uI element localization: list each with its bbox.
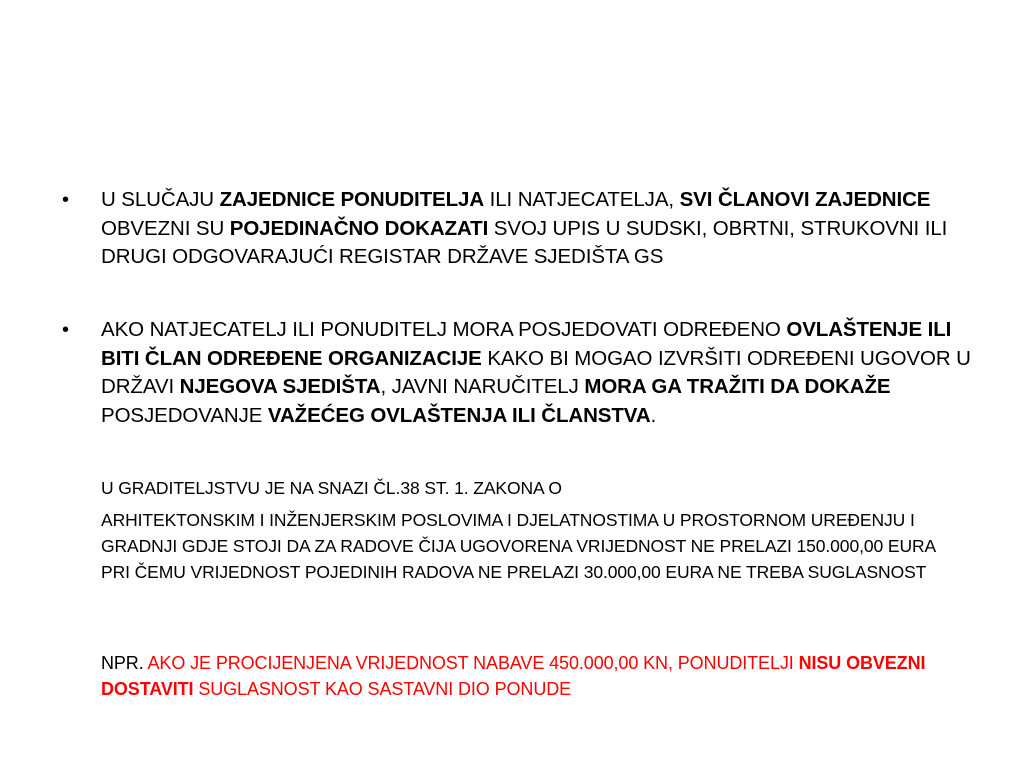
text-run: AKO NATJECATELJ ILI PONUDITELJ MORA POSJEDOVATI ODREĐENO — [101, 318, 787, 341]
bullet-marker-2: • — [62, 319, 70, 341]
text-run: ILI NATJECATELJA, — [484, 188, 680, 211]
text-run: , JAVNI NARUČITELJ — [380, 375, 585, 398]
bold-run: ZAJEDNICE PONUDITELJA — [219, 188, 485, 211]
red-text-run: SUGLASNOST KAO SASTAVNI DIO PONUDE — [193, 679, 572, 699]
bold-run: SVI ČLANOVI ZAJEDNICE — [679, 188, 931, 211]
bold-run: POJEDINAČNO DOKAZATI — [229, 216, 489, 240]
bold-run: OVLAŠTENJE ILI BITI ČLAN ODREĐENE ORGANIZACIJE — [101, 318, 952, 370]
bullet-marker-1: • — [62, 189, 70, 211]
bullet-paragraph-1 — [101, 186, 981, 272]
sub-paragraph-details: ARHITEKTONSKIM I INŽENJERSKIM POSLOVIMA I DJELATNOSTIMA U PROSTORNOM UREĐENJU I GRADNJI GDJE STOJI DA ZA RADOVE ČIJA UGOVORENA VRIJEDNOST NE PRELAZI 150.000,00 EURA PRI ČEMU VRIJEDNOST POJEDINIH RADOVA NE PRELAZI 30.000,00 EURA NE TREBA SUGLASNOST — [101, 510, 936, 582]
text-run: POSJEDOVANJE — [101, 403, 268, 427]
text-run: U SLUČAJU — [101, 188, 220, 211]
sub-paragraph-law: U GRADITELJSTVU JE NA SNAZI ČL.38 ST. 1. ZAKONA O — [101, 478, 562, 498]
text-run: . — [650, 403, 657, 427]
sub-paragraph-example — [101, 650, 941, 702]
bold-run: NJEGOVA SJEDIŠTA — [179, 375, 381, 398]
text-run: SVOJ UPIS U SUDSKI, OBRTNI, STRUKOVNI ILI DRUGI ODGOVARAJUĆI REGISTAR DRŽAVE SJEDIŠTA GS — [101, 216, 948, 268]
red-text-run: AKO JE PROCIJENJENA VRIJEDNOST NABAVE 450.000,00 KN, PONUDITELJI — [147, 653, 799, 673]
bullet-paragraph-2 — [101, 316, 981, 430]
bold-run: MORA GA TRAŽITI DA DOKAŽE — [584, 375, 891, 398]
text-run: OBVEZNI SU — [101, 216, 230, 240]
text-run: KAKO BI MOGAO IZVRŠITI ODREĐENI UGOVOR U DRŽAVI — [101, 346, 971, 398]
red-bold-run: NISU OBVEZNI DOSTAVITI — [101, 653, 926, 699]
bold-run: VAŽEĆEG OVLAŠTENJA ILI ČLANSTVA — [267, 403, 651, 427]
text-run: NPR. — [101, 653, 148, 673]
